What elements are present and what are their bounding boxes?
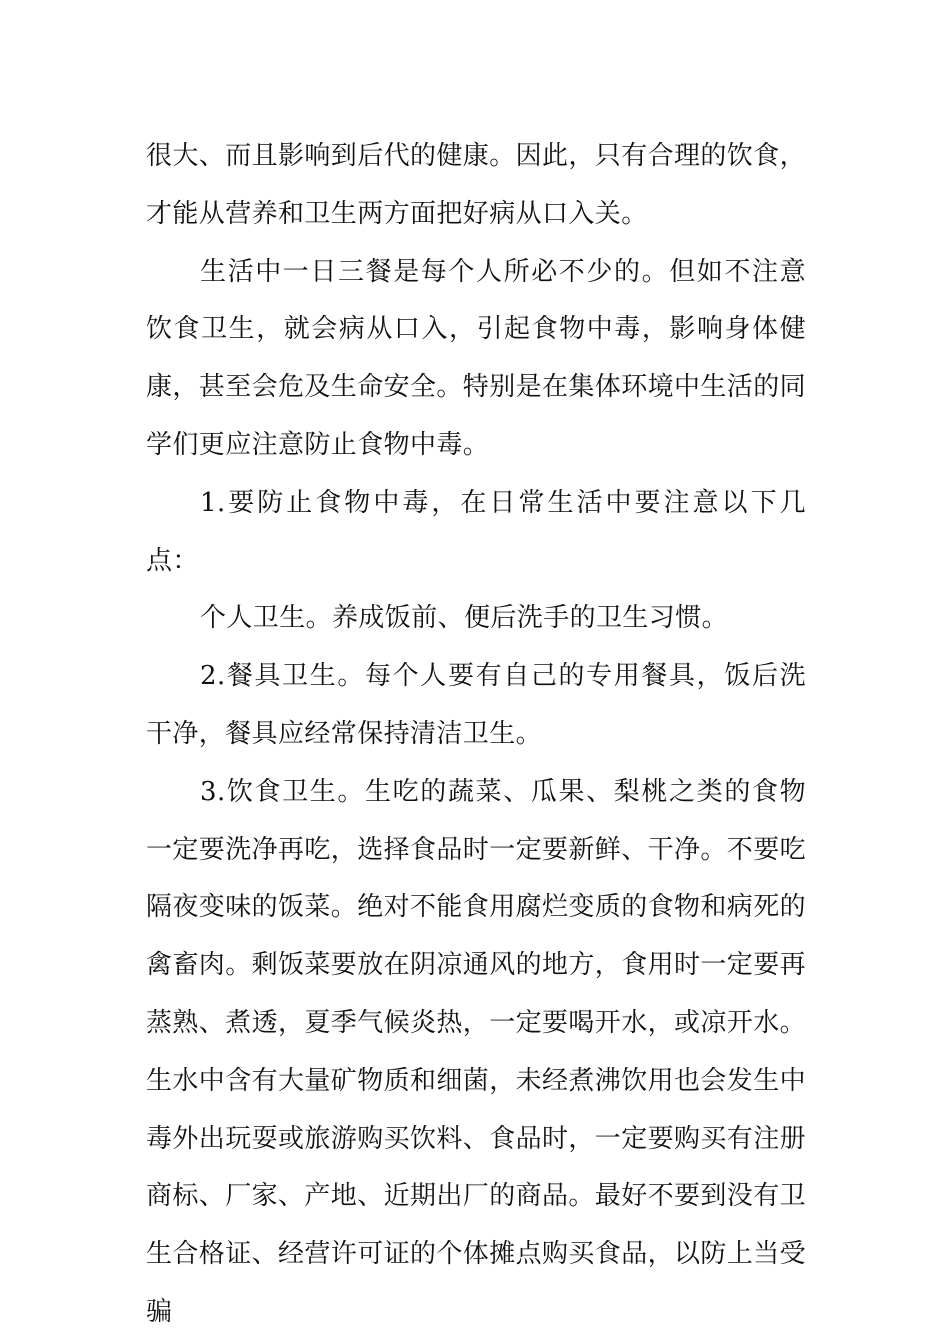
paragraph-6: 3.饮食卫生。生吃的蔬菜、瓜果、梨桃之类的食物一定要洗净再吃，选择食品时一定要新鲜、干净。不要吃隔夜变味的饭菜。绝对不能食用腐烂变质的食物和病死的禽畜肉。剩饭菜要放在阴凉通风的地方，食用时一定要再蒸熟、煮透，夏季气候炎热，一定要喝开水，或凉开水。生水中含有大量矿物质和细菌，未经煮沸饮用也会发生中毒外出玩耍或旅游购买饮料、食品时，一定要购买有注册商标、厂家、产地、近期出厂的商品。最好不要到没有卫生合格证、经营许可证的个体摊点购买食品，以防上当受骗 <box>146 776 807 1327</box>
paragraph-5: 2.餐具卫生。每个人要有自己的专用餐具，饭后洗干净，餐具应经常保持清洁卫生。 <box>146 661 806 749</box>
paragraph-4: 个人卫生。养成饭前、便后洗手的卫生习惯。 <box>200 603 729 634</box>
paragraph-2: 生活中一日三餐是每个人所必不少的。但如不注意饮食卫生，就会病从口入，引起食物中毒，影响身体健康，甚至会危及生命安全。特别是在集体环境中生活的同学们更应注意防止食物中毒。 <box>146 256 807 460</box>
paragraph-3: 1.要防止食物中毒，在日常生活中要注意以下几点： <box>146 487 806 576</box>
document-body <box>146 128 806 1342</box>
paragraph-1: 很大、而且影响到后代的健康。因此，只有合理的饮食，才能从营养和卫生两方面把好病从口入关。 <box>146 141 807 229</box>
